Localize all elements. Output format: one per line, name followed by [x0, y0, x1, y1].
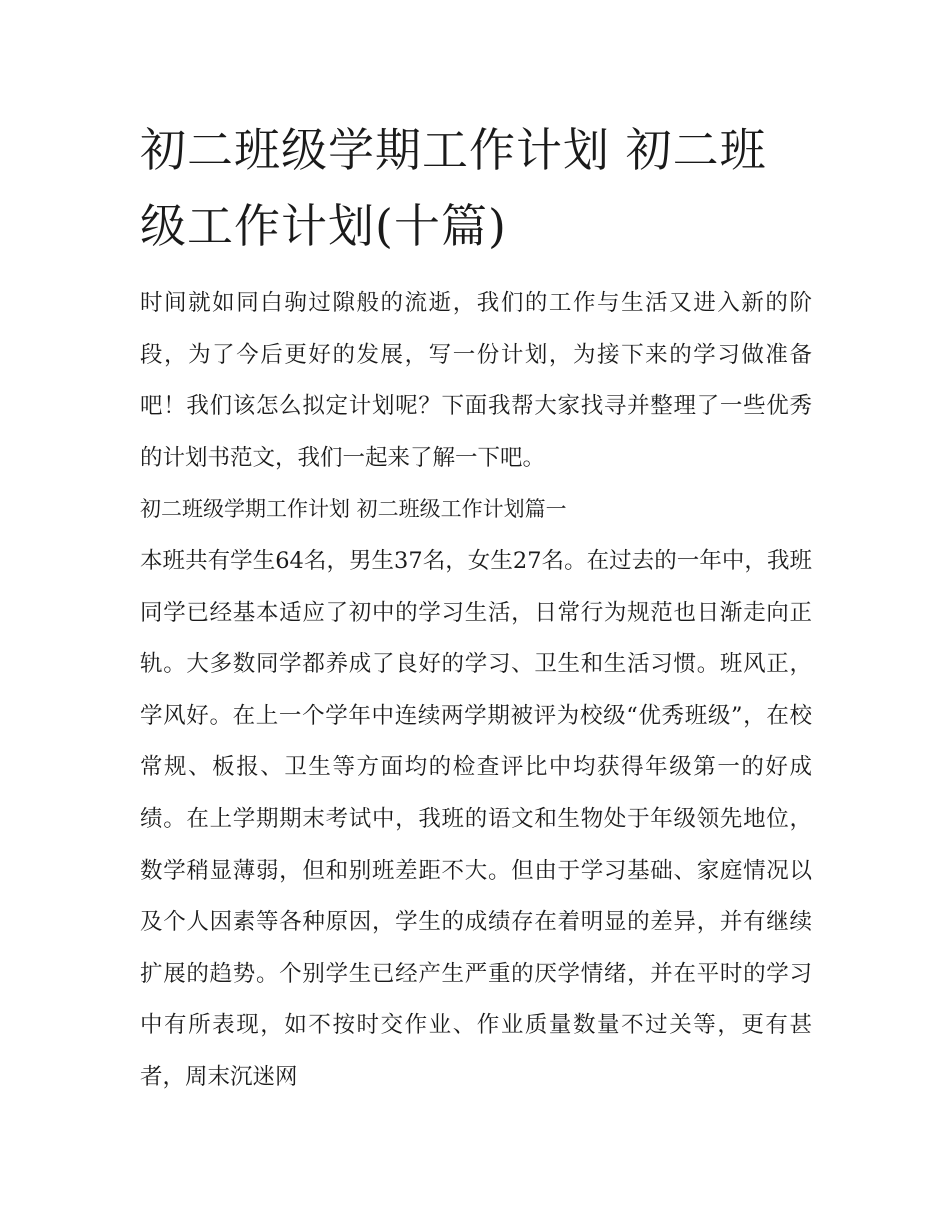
intro-paragraph: 时间就如同白驹过隙般的流逝，我们的工作与生活又进入新的阶段，为了今后更好的发展，写一份计划，为接下来的学习做准备吧！我们该怎么拟定计划呢？下面我帮大家找寻并整理了一些优秀的计划书范文，我们一起来了解一下吧。	[140, 290, 812, 471]
document-page	[140, 112, 812, 1104]
section-heading: 初二班级学期工作计划 初二班级工作计划篇一	[140, 497, 567, 522]
document-title: 初二班级学期工作计划 初二班级工作计划(十篇)	[140, 123, 767, 253]
body-paragraph: 本班共有学生64名，男生37名，女生27名。在过去的一年中，我班同学已经基本适应了初中的学习生活，日常行为规范也日渐走向正轨。大多数同学都养成了良好的学习、卫生和生活习惯。班风正，学风好。在上一个学年中连续两学期被评为校级“优秀班级”，在校常规、板报、卫生等方面均的检查评比中均获得年级第一的好成绩。在上学期期末考试中，我班的语文和生物处于年级领先地位，数学稍显薄弱，但和别班差距不大。但由于学习基础、家庭情况以及个人因素等各种原因，学生的成绩存在着明显的差异，并有继续扩展的趋势。个别学生已经产生严重的厌学情绪，并在平时的学习中有所表现，如不按时交作业、作业质量数量不过关等，更有甚者，周末沉迷网	[140, 547, 812, 1090]
